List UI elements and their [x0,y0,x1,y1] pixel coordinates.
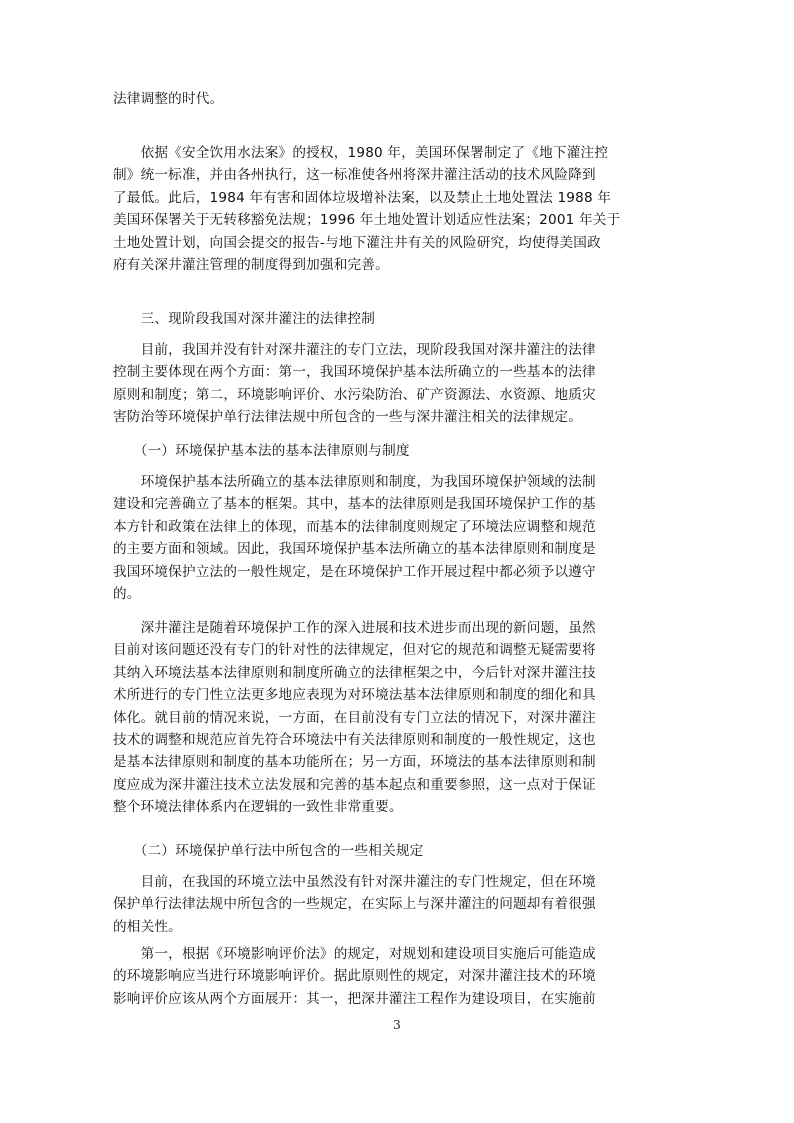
paragraph-8 [113,943,683,1010]
text-line: 建设和完善确立了基本的框架。其中，基本的法律原则是我国环境保护工作的基 [113,496,596,513]
text-line: 的。 [113,585,141,602]
text-line: 控制主要体现在两个方面：第一，我国环境保护基本法所确立的一些基本的法律 [113,364,596,381]
text-line: 的相关性。 [113,918,182,935]
paragraph-5 [113,471,683,605]
paragraph-1 [113,88,683,110]
paragraph-4 [113,339,683,429]
text-line: 法律调整的时代。 [113,91,224,107]
text-line: 目前，在我国的环境立法中虽然没有针对深井灌注的专门性规定，但在环境 [113,874,596,890]
text-line: 体化。就目前的情况来说，一方面，在目前没有专门立法的情况下，对深井灌注 [113,709,596,726]
text-line: 我国环境保护立法的一般性规定，是在环境保护工作开展过程中都必须予以遵守 [113,563,596,580]
text-line: 制》统一标准，并由各州执行，这一标准使各州将深井灌注活动的技术风险降到 [113,167,596,184]
text-line: 保护单行法律法规中所包含的一些规定，在实际上与深井灌注的问题却有着很强 [113,896,596,913]
text-line: 深井灌注是随着环境保护工作的深入进展和技术进步而出现的新问题，虽然 [113,620,596,636]
text-line: 目前对该问题还没有专门的针对性的法律规定，但对它的规范和调整无疑需要将 [113,642,596,659]
text-line: 的主要方面和领域。因此，我国环境保护基本法所确立的基本法律原则和制度是 [113,541,596,558]
text-line: 技术的调整和规范应首先符合环境法中有关法律原则和制度的一般性规定，这也 [113,731,596,748]
paragraph-7 [113,871,683,938]
text-line: 其纳入环境法基本法律原则和制度所确立的法律框架之中，今后针对深井灌注技 [113,664,596,681]
text-line: 术所进行的专门性立法更多地应表现为对环境法基本法律原则和制度的细化和具 [113,687,596,704]
text-line: 是基本法律原则和制度的基本功能所在；另一方面，环境法的基本法律原则和制 [113,754,596,771]
subsection-heading-2 [113,840,683,862]
text-line: （一）环境保护基本法的基本法律原则与制度 [113,443,410,459]
section-heading-3 [113,308,683,330]
paragraph-6 [113,617,683,819]
text-line: 三、现阶段我国对深井灌注的法律控制 [113,311,376,327]
text-line: 原则和制度；第二，环境影响评价、水污染防治、矿产资源法、水资源、地质灾 [113,386,596,403]
page-number: 3 [393,1018,401,1032]
paragraph-2 [113,142,683,276]
text-line: 整个环境法律体系内在逻辑的一致性非常重要。 [113,799,403,816]
text-line: （二）环境保护单行法中所包含的一些相关规定 [113,843,424,859]
subsection-heading-1 [113,440,683,462]
text-line: 本方针和政策在法律上的体现，而基本的法律制度则规定了环境法应调整和规范 [113,518,596,535]
text-line: 影响评价应该从两个方面展开：其一，把深井灌注工程作为建设项目，在实施前 [113,990,596,1007]
text-line: 目前，我国并没有针对深井灌注的专门立法，现阶段我国对深井灌注的法律 [113,342,596,358]
text-line: 土地处置计划，向国会提交的报告-与地下灌注井有关的风险研究，均使得美国政 [113,234,601,251]
text-line: 了最低。此后，1984 年有害和固体垃圾增补法案，以及禁止土地处置法 1988 年 [113,189,612,206]
text-line: 依据《安全饮用水法案》的授权，1980 年，美国环保署制定了《地下灌注控 [113,145,609,161]
text-line: 府有关深井灌注管理的制度得到加强和完善。 [113,256,389,273]
text-line: 美国环保署关于无转移豁免法规；1996 年土地处置计划适应性法案；2001 年关于 [113,212,621,229]
text-line: 度应成为深井灌注技术立法发展和完善的基本起点和重要参照，这一点对于保证 [113,776,596,793]
text-line: 第一，根据《环境影响评价法》的规定，对规划和建设项目实施后可能造成 [113,946,596,962]
text-line: 害防治等环境保护单行法律法规中所包含的一些与深井灌注相关的法律规定。 [113,409,582,426]
text-line: 的环境影响应当进行环境影响评价。据此原则性的规定，对深井灌注技术的环境 [113,968,596,985]
text-line: 环境保护基本法所确立的基本法律原则和制度，为我国环境保护领域的法制 [113,474,596,490]
